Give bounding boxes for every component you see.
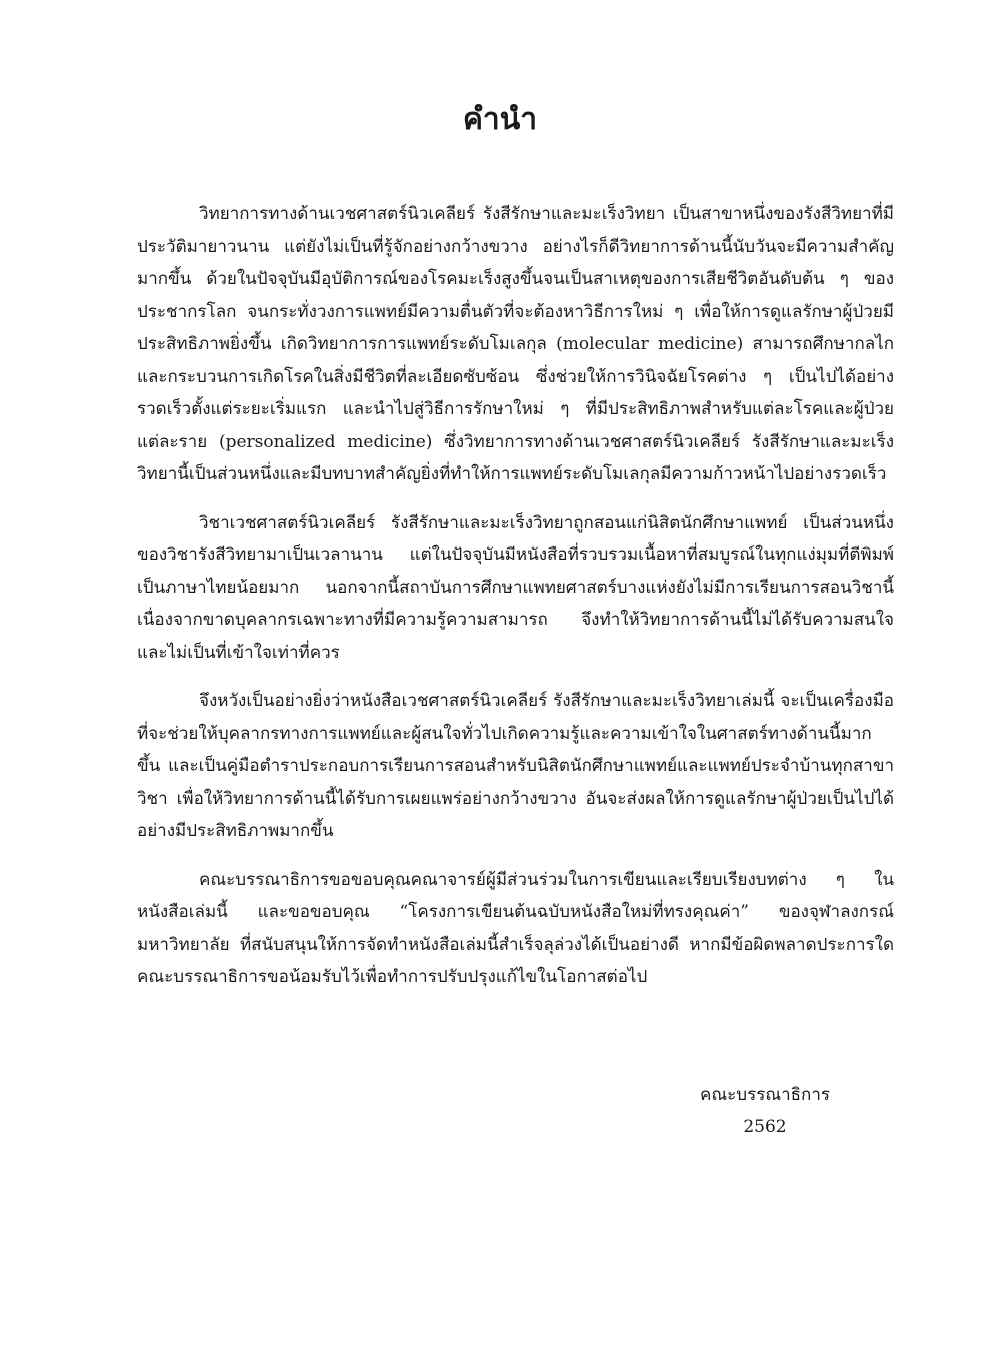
signature-block <box>680 1079 850 1143</box>
paragraph-4: คณะบรรณาธิการขอขอบคุณคณาจารย์ผู้มีส่วนร่วมในการเขียนและเรียบเรียงบทต่าง ๆ ในหนังสือเล่มนี้ และขอขอบคุณ “โครงการเขียนต้นฉบับหนังสือใหม่ที่ทรงคุณค่า” ของจุฬาลงกรณ์มหาวิทยาลัย ที่สนับสนุนให้การจัดทำหนังสือเล่มนี้สำเร็จลุล่วงได้เป็นอย่างดี หากมีข้อผิดพลาดประการใด คณะบรรณาธิการขอน้อมรับไว้เพื่อทำการปรับปรุงแก้ไขในโอกาสต่อไป <box>137 869 894 987</box>
signature-author: คณะบรรณาธิการ <box>700 1085 830 1105</box>
paragraph-2: วิชาเวชศาสตร์นิวเคลียร์ รังสีรักษาและมะเร็งวิทยาถูกสอนแก่นิสิตนักศึกษาแพทย์ เป็นส่วนหนึ่งของวิชารังสีวิทยามาเป็นเวลานาน แต่ในปัจจุบันมีหนังสือที่รวบรวมเนื้อหาที่สมบูรณ์ในทุกแง่มุมที่ตีพิมพ์เป็นภาษาไทยน้อยมาก นอกจากนี้สถาบันการศึกษาแพทยศาสตร์บางแห่งยังไม่มีการเรียนการสอนวิชานี้ เนื่องจากขาดบุคลากรเฉพาะทางที่มีความรู้ความสามารถ จึงทำให้วิทยาการด้านนี้ไม่ได้รับความสนใจและไม่เป็นที่เข้าใจเท่าที่ควร <box>137 512 894 663</box>
page-title: คำนำ <box>462 102 538 137</box>
preface-body <box>137 198 894 1010</box>
signature-year: 2562 <box>743 1117 787 1137</box>
paragraph-1: วิทยาการทางด้านเวชศาสตร์นิวเคลียร์ รังสีรักษาและมะเร็งวิทยา เป็นสาขาหนึ่งของรังสีวิทยาที่มีประวัติมายาวนาน แต่ยังไม่เป็นที่รู้จักอย่างกว้างขวาง อย่างไรก็ดีวิทยาการด้านนี้นับวันจะมีความสำคัญมากขึ้น ด้วยในปัจจุบันมีอุบัติการณ์ของโรคมะเร็งสูงขึ้นจนเป็นสาเหตุของการเสียชีวิตอันดับต้น ๆ ของประชากรโลก จนกระทั่งวงการแพทย์มีความตื่นตัวที่จะต้องหาวิธีการใหม่ ๆ เพื่อให้การดูแลรักษาผู้ป่วยมีประสิทธิภาพยิ่งขึ้น เกิดวิทยาการการแพทย์ระดับโมเลกุล (molecular medicine) สามารถศึกษากลไกและกระบวนการเกิดโรคในสิ่งมีชีวิตที่ละเอียดซับซ้อน ซึ่งช่วยให้การวินิจฉัยโรคต่าง ๆ เป็นไปได้อย่างรวดเร็วตั้งแต่ระยะเริ่มแรก และนำไปสู่วิธีการรักษาใหม่ ๆ ที่มีประสิทธิภาพสำหรับแต่ละโรคและผู้ป่วยแต่ละราย (personalized medicine) ซึ่งวิทยาการทางด้านเวชศาสตร์นิวเคลียร์ รังสีรักษาและมะเร็งวิทยานี้เป็นส่วนหนึ่งและมีบทบาทสำคัญยิ่งที่ทำให้การแพทย์ระดับโมเลกุลมีความก้าวหน้าไปอย่างรวดเร็ว <box>137 204 894 484</box>
paragraph-3: จึงหวังเป็นอย่างยิ่งว่าหนังสือเวชศาสตร์นิวเคลียร์ รังสีรักษาและมะเร็งวิทยาเล่มนี้ จะเป็นเครื่องมือที่จะช่วยให้บุคลากรทางการแพทย์และผู้สนใจทั่วไปเกิดความรู้และความเข้าใจในศาสตร์ทางด้านนี้มากขึ้น และเป็นคู่มือตำราประกอบการเรียนการสอนสำหรับนิสิตนักศึกษาแพทย์และแพทย์ประจำบ้านทุกสาขาวิชา เพื่อให้วิทยาการด้านนี้ได้รับการเผยแพร่อย่างกว้างขวาง อันจะส่งผลให้การดูแลรักษาผู้ป่วยเป็นไปได้อย่างมีประสิทธิภาพมากขึ้น <box>137 691 894 841</box>
